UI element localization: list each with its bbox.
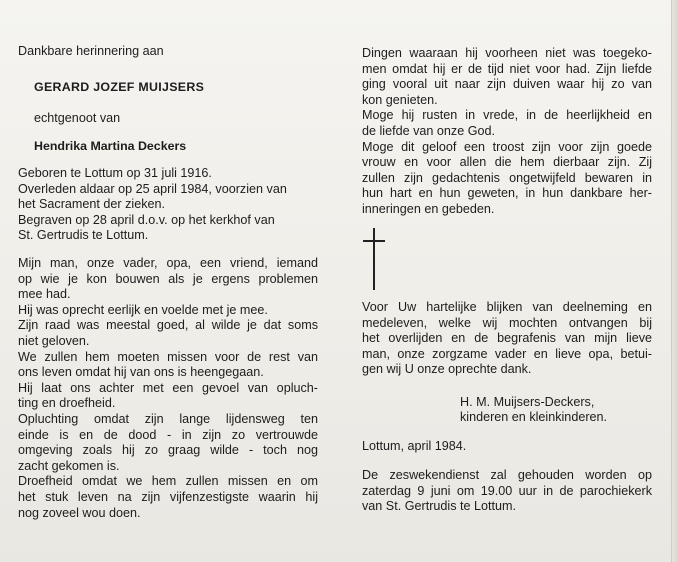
reflection-line: vrouw en voor allen die hem dierbaar zijn. Zij bbox=[362, 155, 652, 170]
bio-line: Overleden aldaar op 25 april 1984, voorzien van bbox=[18, 181, 287, 196]
thanks-line: het overlijden en de begrafenis van mijn lieve bbox=[362, 331, 652, 346]
eulogy-line: omgeving zoals hij zo graag wilde - toch nog bbox=[18, 443, 318, 458]
eulogy-line: Mijn man, onze vader, opa, een vriend, iemand bbox=[18, 256, 318, 270]
deceased-name: GERARD JOZEF MUIJSERS bbox=[34, 80, 205, 94]
eulogy-line: ting en droefheid. bbox=[18, 396, 116, 411]
signature-family: kinderen en kleinkinderen. bbox=[460, 410, 608, 424]
eulogy-line: op wie je kon bouwen als je ergens problemen bbox=[18, 271, 318, 286]
eulogy-line: nog zoveel wou doen. bbox=[18, 505, 141, 520]
eulogy-line: Droefheid omdat we hem zullen missen en om bbox=[18, 474, 318, 489]
reflection-line: ging vooral uit naar zijn duiven waar hij zo van bbox=[362, 77, 652, 92]
spouse-label: echtgenoot van bbox=[34, 111, 121, 125]
place-date: Lottum, april 1984. bbox=[362, 439, 467, 453]
thanks-line: gen wij U onze oprechte dank. bbox=[362, 362, 532, 377]
reflection-line: zullen zijn gedachtenis ongetwijfeld bewaren in bbox=[362, 170, 652, 185]
bio-line: Begraven op 28 april d.o.v. op het kerkhof van bbox=[18, 212, 275, 227]
reflection-line: hun hart en hun geweten, in hun dankbare her- bbox=[362, 186, 652, 201]
eulogy-line: einde is en de dood - in zijn zo vertrouwde bbox=[18, 427, 318, 442]
thanks-line: man, onze zorgzame vader en lieve opa, betui- bbox=[362, 346, 652, 361]
service-line: De zeswekendienst zal gehouden worden op bbox=[362, 468, 652, 482]
service-line: zaterdag 9 juni om 19.00 uur in de parochiekerk bbox=[362, 483, 652, 498]
service-block bbox=[362, 468, 652, 515]
eulogy-line: niet geloven. bbox=[18, 333, 90, 348]
eulogy-line: Zijn raad was meestal goed, al wilde je dat soms bbox=[18, 318, 318, 333]
reflection-block bbox=[362, 46, 652, 218]
bio-line: Geboren te Lottum op 31 juli 1916. bbox=[18, 166, 212, 180]
card-edge bbox=[672, 0, 678, 562]
reflection-line: Moge hij rusten in vrede, in de heerlijkheid en bbox=[362, 108, 652, 123]
service-line: van St. Gertrudis te Lottum. bbox=[362, 499, 516, 514]
reflection-line: de liefde van onze God. bbox=[362, 123, 496, 138]
eulogy-line: zacht gekomen is. bbox=[18, 458, 120, 473]
thanks-line: medeleven, welke wij mochten ontvangen bij bbox=[362, 315, 652, 330]
bio-line: het Sacrament der zieken. bbox=[18, 197, 166, 212]
eulogy-line: Hij was oprecht eerlijk en voelde met je mee. bbox=[18, 302, 268, 317]
reflection-line: Moge dit geloof een troost zijn voor zijn goede bbox=[362, 139, 652, 154]
bio-line: St. Gertrudis te Lottum. bbox=[18, 228, 149, 243]
eulogy-line: mee had. bbox=[18, 287, 71, 302]
reflection-line: men omdat hij er de tijd niet voor had. Zijn liefde bbox=[362, 61, 652, 76]
eulogy-line: Opluchting omdat zijn lange lijdensweg ten bbox=[18, 411, 318, 426]
signature-name: H. M. Muijsers-Deckers, bbox=[460, 395, 595, 409]
spouse-name: Hendrika Martina Deckers bbox=[34, 139, 187, 153]
eulogy-line: het stuk leven na zijn vijfenzestigste waarin hij bbox=[18, 489, 318, 504]
bio-block bbox=[18, 166, 318, 244]
thanks-line: Voor Uw hartelijke blijken van deelneming en bbox=[362, 300, 652, 314]
reflection-line: Dingen waaraan hij voorheen niet was toegeko- bbox=[362, 46, 652, 60]
eulogy-line: ons leven omdat hij van ons is heengegaan. bbox=[18, 365, 264, 380]
eulogy-line: We zullen hem moeten missen voor de rest van bbox=[18, 349, 318, 364]
eulogy-block bbox=[18, 256, 318, 521]
reflection-line: kon genieten. bbox=[362, 92, 438, 107]
reflection-line: inneringen en gebeden. bbox=[362, 201, 495, 216]
cross-icon bbox=[363, 228, 385, 290]
thanks-block bbox=[362, 300, 652, 378]
eulogy-line: Hij laat ons achter met een gevoel van opluch- bbox=[18, 380, 318, 395]
intro-text: Dankbare herinnering aan bbox=[18, 44, 164, 58]
